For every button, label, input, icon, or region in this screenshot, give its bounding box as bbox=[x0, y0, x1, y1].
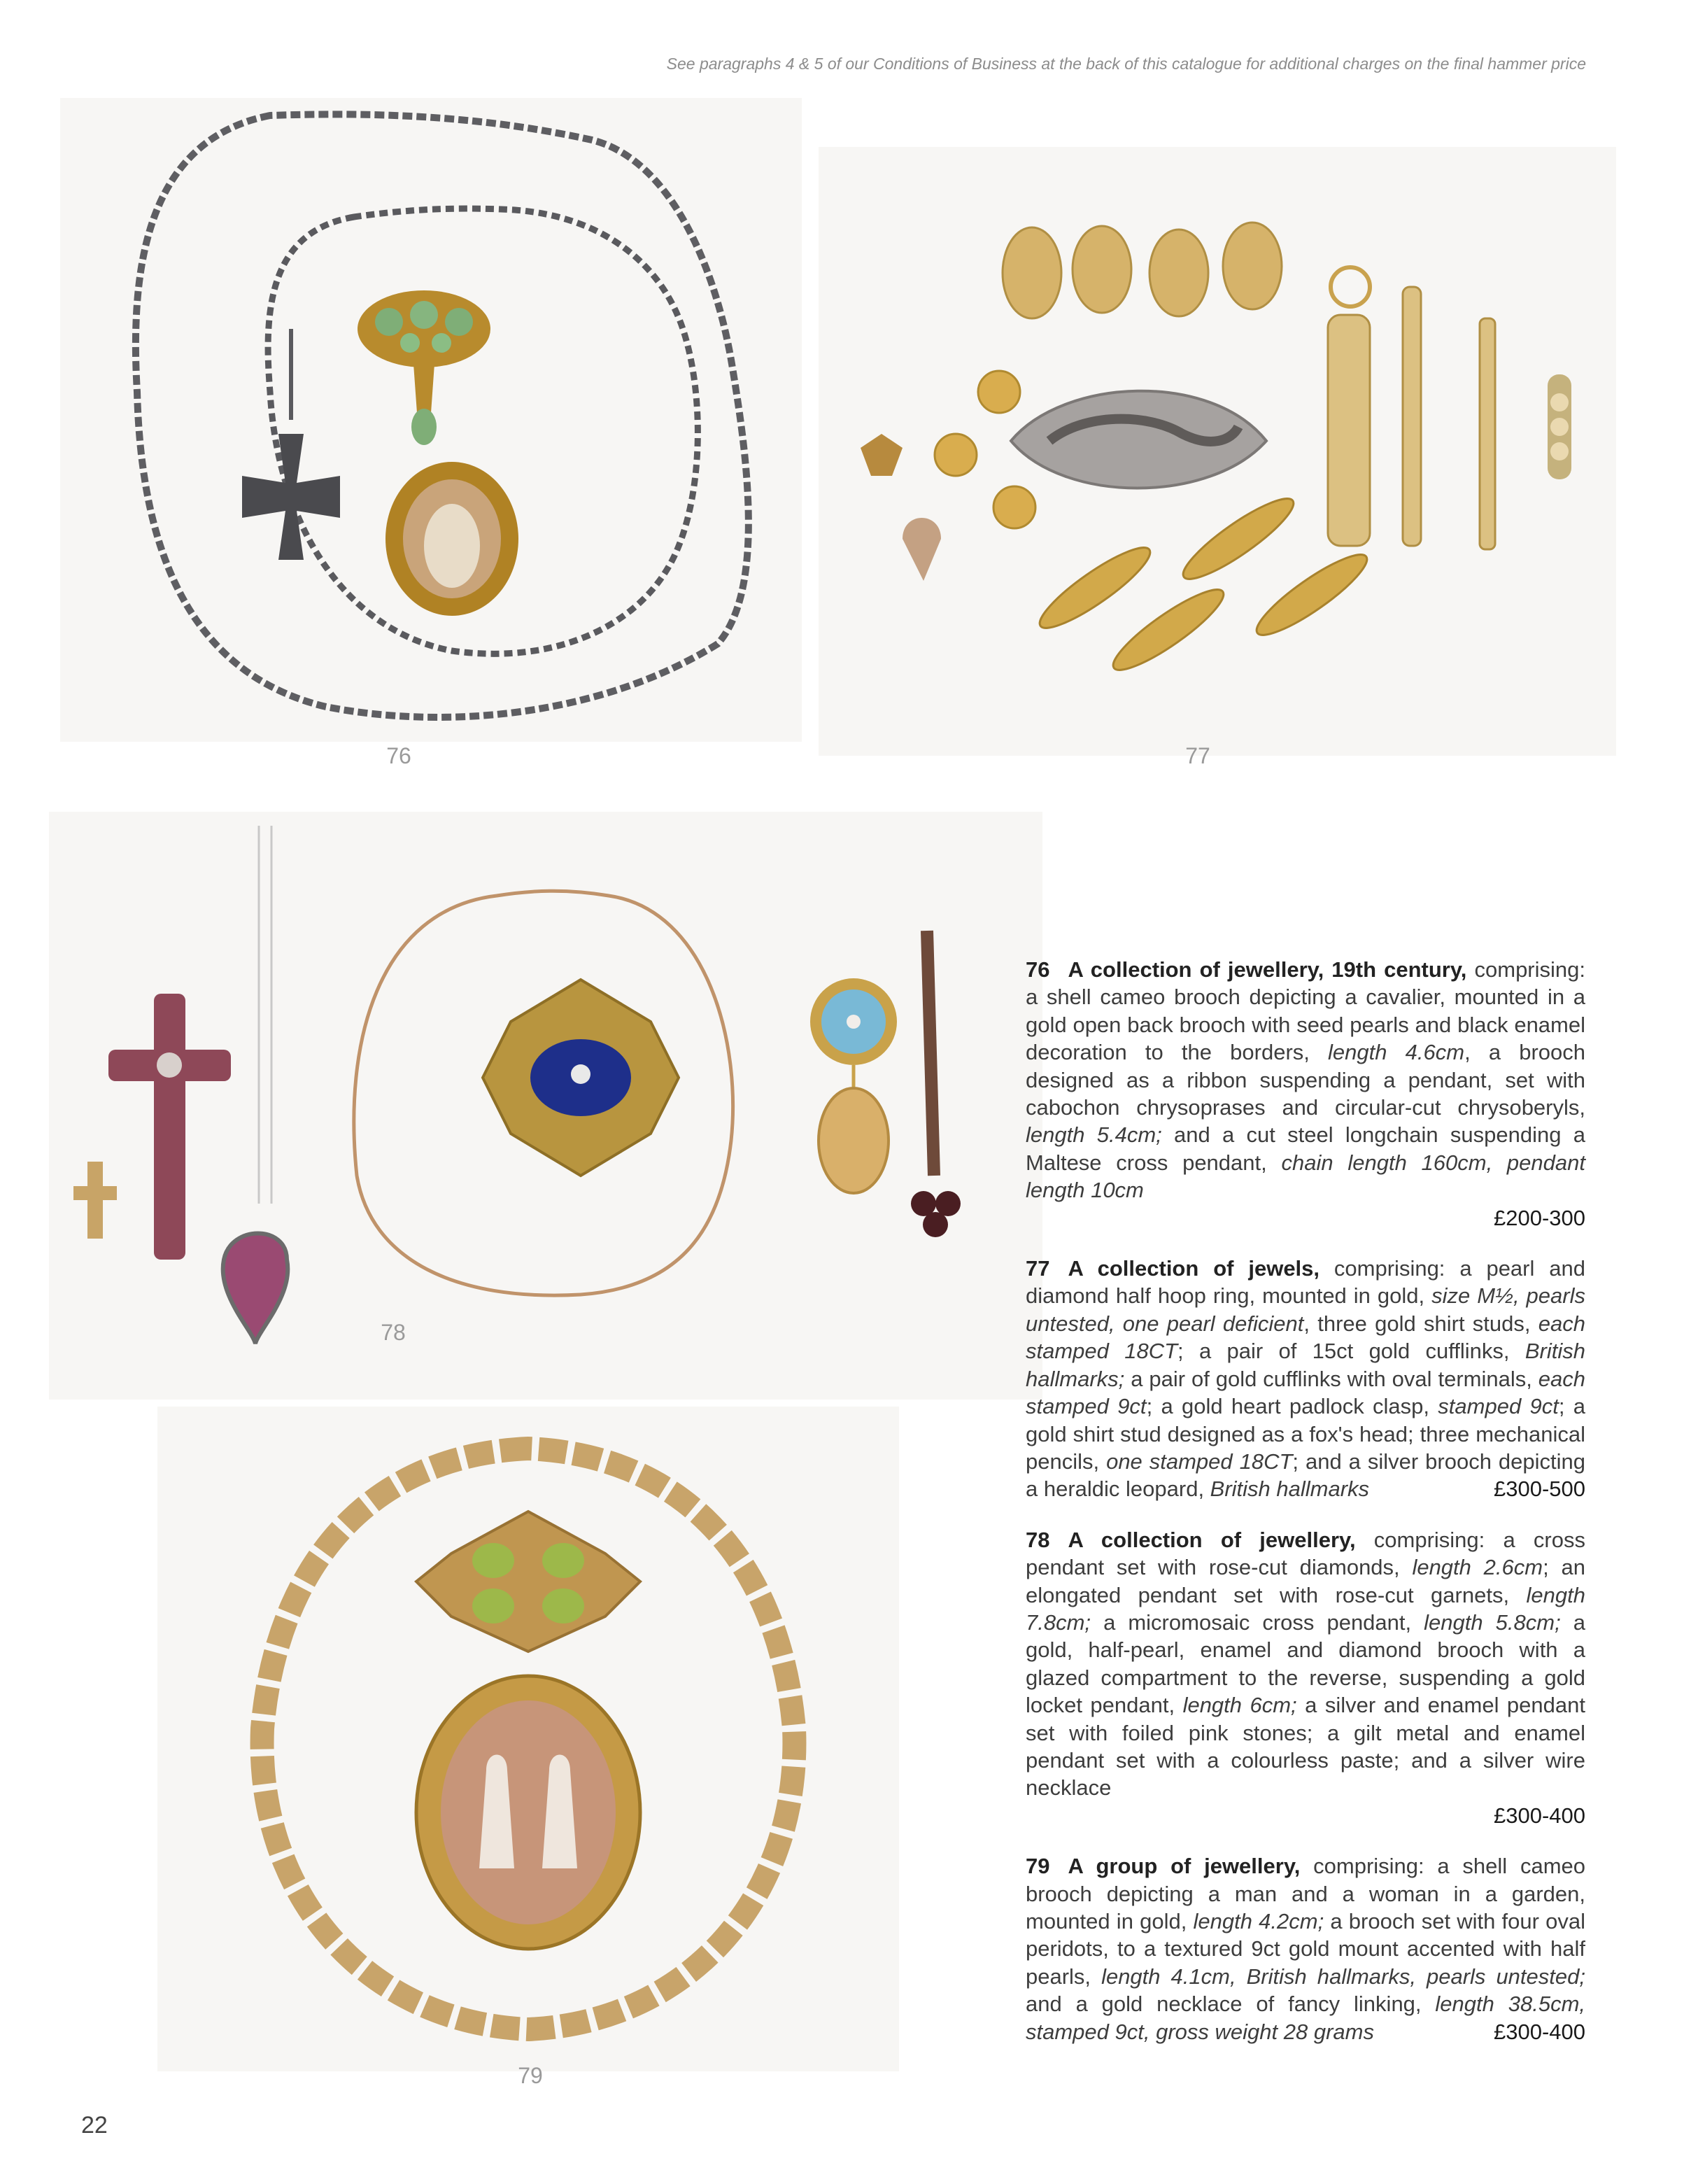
lot-estimate: £300-500 bbox=[1493, 1477, 1585, 1502]
lot-text: , a brooch designed as a ribbon suspending a pendant, set with cabochon chrysoprases and circular-cut chrysoberyls, bbox=[1026, 1040, 1585, 1120]
lot-detail: length 4.1cm, British hallmarks, pearls untested; bbox=[1101, 1964, 1585, 1989]
lot-detail: length 5.4cm; bbox=[1026, 1122, 1162, 1148]
lot-number: 76 bbox=[1026, 957, 1050, 982]
photo-label-76: 76 bbox=[386, 743, 411, 768]
lot-text: comprising: a shell cameo brooch depicting a cavalier, mounted in a gold open back brooch with seed pearls and black enamel decoration to the borders, bbox=[1026, 957, 1586, 1065]
header-note: See paragraphs 4 & 5 of our Conditions of Business at the back of this catalogue for additional charges on the final hammer price bbox=[666, 55, 1586, 73]
lot-descriptions bbox=[1026, 956, 1585, 2069]
photo-lot-79 bbox=[157, 1407, 899, 2071]
jewellery-image-76 bbox=[60, 98, 802, 742]
photo-label-78: 78 bbox=[381, 1320, 406, 1345]
lot-text: comprising: a pearl and diamond half hoop ring, mounted in gold, bbox=[1026, 1256, 1585, 1309]
lot-text: and a gold necklace of fancy linking, bbox=[1026, 1992, 1436, 2017]
lot-78 bbox=[1026, 1526, 1585, 1829]
lot-detail: length 38.5cm, stamped 9ct, gross weight 28 grams bbox=[1026, 1992, 1586, 2044]
lot-detail: length 4.6cm bbox=[1328, 1040, 1465, 1065]
lot-detail: each stamped 18CT bbox=[1026, 1311, 1585, 1364]
lot-number: 79 bbox=[1026, 1854, 1050, 1879]
lot-estimate: £200-300 bbox=[1493, 1205, 1585, 1230]
lot-text: a gold, half-pearl, enamel and diamond brooch with a glazed compartment to the reverse, suspending a gold locket pendant, bbox=[1026, 1609, 1585, 1718]
lot-text: a silver and enamel pendant set with foiled pink stones; a gilt metal and enamel pendant set with a colourless paste; and a silver wire necklace bbox=[1026, 1693, 1585, 1801]
lot-text: ; a pair of 15ct gold cufflinks, bbox=[1177, 1339, 1525, 1364]
lot-title: A collection of jewellery, bbox=[1068, 1527, 1356, 1552]
lot-text: a micromosaic cross pendant, bbox=[1091, 1609, 1424, 1635]
lot-detail: chain length 160cm, pendant length 10cm bbox=[1026, 1150, 1585, 1203]
page-number: 22 bbox=[81, 2112, 108, 2139]
lot-text: and a cut steel longchain suspending a Maltese cross pendant, bbox=[1026, 1122, 1585, 1175]
lot-text: ; a gold heart padlock clasp, bbox=[1146, 1394, 1438, 1419]
lot-text: a pair of gold cufflinks with oval terminals, bbox=[1124, 1366, 1538, 1391]
photo-label-79: 79 bbox=[518, 2063, 543, 2088]
lot-detail: stamped 9ct bbox=[1438, 1394, 1559, 1419]
lot-detail: length 7.8cm; bbox=[1026, 1582, 1585, 1635]
jewellery-image-79 bbox=[157, 1407, 899, 2071]
lot-number: 78 bbox=[1026, 1527, 1050, 1552]
lot-detail: one stamped 18CT bbox=[1106, 1449, 1293, 1474]
lot-text: , three gold shirt studs, bbox=[1303, 1311, 1538, 1336]
lot-detail: length 4.2cm; bbox=[1193, 1909, 1324, 1933]
lot-text: comprising: a shell cameo brooch depicting a man and a woman in a garden, mounted in gold, bbox=[1026, 1854, 1585, 1933]
lot-estimate: £300-400 bbox=[1493, 2019, 1585, 2044]
lot-number: 77 bbox=[1026, 1256, 1050, 1281]
lot-detail: length 5.8cm; bbox=[1424, 1609, 1561, 1635]
photo-lot-78 bbox=[49, 812, 1042, 1400]
lot-text: ; a gold shirt stud designed as a fox's head; three mechanical pencils, bbox=[1026, 1394, 1586, 1474]
lot-76 bbox=[1026, 956, 1585, 1232]
lot-estimate: £300-400 bbox=[1493, 1803, 1585, 1828]
lot-title: A collection of jewels, bbox=[1068, 1256, 1320, 1281]
lot-title: A collection of jewellery, 19th century, bbox=[1068, 957, 1467, 982]
lot-detail: each stamped 9ct bbox=[1026, 1366, 1585, 1419]
lot-text: ; an elongated pendant set with rose-cut garnets, bbox=[1026, 1555, 1585, 1607]
lot-detail: length 2.6cm bbox=[1412, 1555, 1543, 1580]
lot-title: A group of jewellery, bbox=[1068, 1854, 1301, 1879]
photo-lot-77 bbox=[819, 147, 1616, 756]
jewellery-image-78 bbox=[49, 812, 1042, 1400]
lot-79 bbox=[1026, 1852, 1585, 2045]
lot-text: ; and a silver brooch depicting a heraldic leopard, bbox=[1026, 1449, 1585, 1502]
lot-detail: British hallmarks; bbox=[1026, 1339, 1585, 1391]
lot-detail: length 6cm; bbox=[1182, 1693, 1297, 1718]
lot-detail: size M½, pearls untested, one pearl deficient bbox=[1026, 1283, 1585, 1336]
lot-detail: British hallmarks bbox=[1210, 1477, 1370, 1502]
lot-text: a brooch set with four oval peridots, to a textured 9ct gold mount accented with half pearls, bbox=[1026, 1909, 1586, 1989]
jewellery-image-77 bbox=[819, 147, 1616, 756]
lot-text: comprising: a cross pendant set with rose-cut diamonds, bbox=[1026, 1527, 1585, 1580]
photo-label-77: 77 bbox=[1185, 743, 1210, 768]
lot-77 bbox=[1026, 1255, 1585, 1503]
photo-lot-76 bbox=[60, 98, 802, 742]
